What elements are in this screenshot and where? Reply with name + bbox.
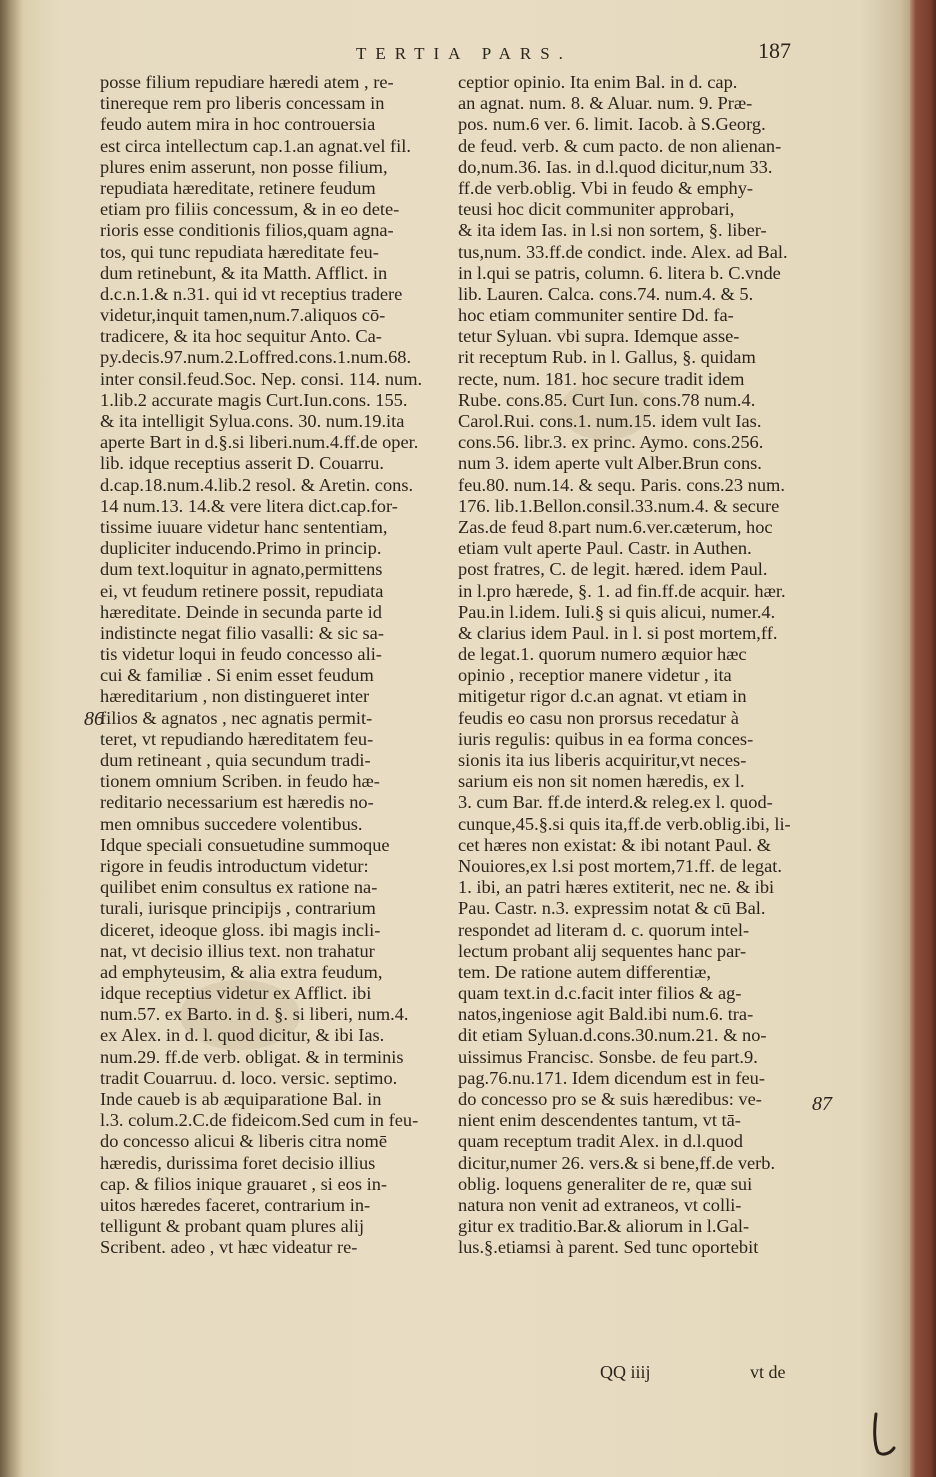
right-column-line: post fratres, C. de legit. hæred. idem Paul. (458, 559, 768, 580)
right-column-line: de feud. verb. & cum pacto. de non alienan- (458, 135, 782, 156)
right-column-line: Nouiores,ex l.si post mortem,71.ff. de legat. (458, 855, 782, 876)
right-column-line: tem. De ratione autem differentiæ, (458, 961, 711, 982)
page-footer (600, 1362, 810, 1386)
right-column-line: natos,ingeniose agit Bald.ibi num.6. tra- (458, 1004, 754, 1025)
right-column-line: feudis eo casu non prorsus recedatur à (458, 707, 739, 728)
right-column-line: 3. cum Bar. ff.de interd.& releg.ex l. quod- (458, 792, 773, 813)
left-column-line: dum retineant , quia secundum tradi- (100, 750, 371, 770)
left-column-line: est circa intellectum cap.1.an agnat.vel fil. (100, 135, 411, 156)
left-column-line: py.decis.97.num.2.Loffred.cons.1.num.68. (100, 347, 412, 368)
right-column-line: num 3. idem aperte vult Alber.Brun cons. (458, 453, 762, 474)
right-column-line: mitigetur rigor d.c.an agnat. vt etiam in (458, 686, 747, 707)
right-column-line: teusi hoc dicit communiter approbari, (458, 199, 735, 220)
left-column-line: dupliciter inducendo.Primo in princip. (100, 538, 382, 559)
folio-number: 187 (758, 38, 791, 63)
right-column-line: lus.§.etiamsi à parent. Sed tunc oportebit (458, 1237, 759, 1258)
right-column-line: 1. ibi, an patri hæres extiterit, nec ne. & ibi (458, 877, 775, 898)
right-column-line: recte, num. 181. hoc secure tradit idem (458, 368, 745, 389)
left-column-line: rigore in feudis introductum videtur: (100, 855, 369, 876)
left-column-line: Scribent. adeo , vt hæc videatur re- (100, 1237, 358, 1258)
left-column-line: idque receptius videtur ex Afflict. ibi (100, 983, 372, 1004)
right-column-line: Pau.in l.idem. Iuli.§ si quis alicui, numer.4. (458, 601, 776, 622)
right-column-line: Carol.Rui. cons.1. num.15. idem vult Ias. (458, 411, 762, 431)
right-column-line: rit receptum Rub. in l. Gallus, §. quidam (458, 347, 756, 368)
right-column-line: 176. lib.1.Bellon.consil.33.num.4. & secure (458, 495, 780, 516)
running-head: TERTIA PARS. (356, 44, 572, 63)
right-column-line: Pau. Castr. n.3. expressim notat & cū Bal. (458, 898, 766, 919)
left-column-line: dum text.loquitur in agnato,permittens (100, 559, 383, 580)
left-column-line: uitos hæredes faceret, contrarium in- (100, 1194, 371, 1215)
left-column-line: indistincte negat filio vasalli: & sic sa- (100, 622, 384, 643)
left-column-line: Inde caueb is ab æquiparatione Bal. in (100, 1089, 382, 1109)
right-column-line: & clarius idem Paul. in l. si post mortem,ff. (458, 622, 778, 643)
left-column-line: d.c.n.1.& n.31. qui id vt receptius tradere (100, 283, 403, 304)
left-column-line: inter consil.feud.Soc. Nep. consi. 114. num. (100, 368, 423, 389)
right-column-line: tus,num. 33.ff.de condict. inde. Alex. ad Bal. (458, 241, 788, 262)
left-column-line: repudiata hæreditate, retinere feudum (100, 177, 376, 198)
left-column-line: dum retinebunt, & ita Matth. Afflict. in (100, 262, 388, 283)
right-column-line: an agnat. num. 8. & Aluar. num. 9. Præ- (458, 93, 753, 114)
right-column-line: gitur ex traditio.Bar.& aliorum in l.Gal- (458, 1216, 750, 1237)
left-column-line: plures enim asserunt, non posse filium, (100, 156, 388, 177)
page-edge-cover (910, 0, 936, 1477)
right-column-line: pos. num.6 ver. 6. limit. Iacob. à S.Georg. (458, 114, 766, 135)
left-column-line: rioris esse conditionis filios,quam agna- (100, 220, 394, 241)
right-column-line: Rube. cons.85. Curt Iun. cons.78 num.4. (458, 389, 756, 410)
right-column-line: feu.80. num.14. & sequ. Paris. cons.23 num. (458, 474, 785, 495)
left-column-line: teret, vt repudiando hæreditatem feu- (100, 728, 374, 749)
right-column-line: cet hæres non existat: & ibi notant Paul. & (458, 834, 772, 855)
catchword: vt de (750, 1362, 786, 1382)
left-column-line: filios & agnatos , nec agnatis permit- (100, 707, 373, 728)
right-text-column (458, 72, 820, 1259)
left-text-column (100, 72, 440, 1259)
left-column-line: cui & familiæ . Si enim esset feudum (100, 665, 374, 686)
left-column-line: 14 num.13. 14.& vere litera dict.cap.for- (100, 495, 398, 516)
left-column-line: tradit Couarruu. d. loco. versic. septimo. (100, 1067, 398, 1088)
left-column-line: aperte Bart in d.§.si liberi.num.4.ff.de oper. (100, 432, 419, 453)
left-column-line: ad emphyteusim, & alia extra feudum, (100, 961, 383, 982)
left-column-line: num.29. ff.de verb. obligat. & in terminis (100, 1046, 404, 1067)
left-column-line: l.3. colum.2.C.de fideicom.Sed cum in feu- (100, 1110, 419, 1131)
right-column-line: quam text.in d.c.facit inter filios & ag- (458, 983, 742, 1004)
left-column-line: ex Alex. in d. l. quod dicitur, & ibi Ias. (100, 1025, 385, 1046)
right-column-line: Zas.de feud 8.part num.6.ver.cæterum, hoc (458, 516, 773, 537)
left-column-line: tissime iuuare videtur hanc sententiam, (100, 516, 388, 537)
left-column-line: quilibet enim consultus ex ratione na- (100, 877, 378, 898)
right-column-line: ceptior opinio. Ita enim Bal. in d. cap. (458, 72, 738, 92)
left-column-line: tionem omnium Scriben. in feudo hæ- (100, 771, 380, 792)
right-column-line: opinio , receptior manere videtur , ita (458, 665, 732, 686)
left-column-line: turali, iurisque principijs , contrarium (100, 898, 376, 919)
binding-gutter-shadow (0, 0, 22, 1477)
left-column-line: d.cap.18.num.4.lib.2 resol. & Aretin. cons. (100, 474, 414, 495)
left-column-line: tis videtur loqui in feudo concesso ali- (100, 644, 382, 665)
right-column-line: dicitur,numer 26. vers.& si bene,ff.de verb. (458, 1152, 776, 1173)
left-column-line: lib. idque receptius asserit D. Couarru. (100, 453, 384, 474)
margin-section-number-right: 87 (812, 1093, 832, 1115)
left-column-line: tos, qui tunc repudiata hæreditate feu- (100, 241, 379, 262)
left-column-line: hæreditarium , non distingueret inter (100, 686, 370, 707)
right-column-line: do concesso pro se & suis hæredibus: ve- (458, 1089, 762, 1109)
left-column-line: telligunt & probant quam plures alij (100, 1216, 365, 1237)
left-column-line: posse filium repudiare hæredi atem , re- (100, 72, 394, 92)
left-column-line: hæredis, durissima foret decisio illius (100, 1152, 376, 1173)
right-column-line: de legat.1. quorum numero æquior hæc (458, 644, 747, 665)
signature-mark: QQ iiij (600, 1362, 651, 1382)
margin-section-number-left: 86 (84, 708, 104, 730)
right-column-line: tetur Syluan. vbi supra. Idemque asse- (458, 326, 740, 347)
right-column-line: lib. Lauren. Calca. cons.74. num.4. & 5. (458, 283, 754, 304)
right-column-line: uissimus Francisc. Sonsbe. de feu part.9. (458, 1046, 758, 1067)
right-column-line: & ita idem Ias. in l.si non sortem, §. liber- (458, 220, 767, 241)
right-column-line: quam receptum tradit Alex. in d.l.quod (458, 1131, 743, 1152)
right-column-line: respondet ad literam d. c. quorum intel- (458, 919, 750, 940)
right-column-line: in l.pro hærede, §. 1. ad fin.ff.de acquir. hær. (458, 580, 786, 601)
left-column-line: do concesso alicui & liberis citra nomē (100, 1131, 388, 1152)
left-column-line: cap. & filios inique grauaret , si eos in- (100, 1173, 388, 1194)
right-column-line: pag.76.nu.171. Idem dicendum est in feu- (458, 1067, 765, 1088)
right-column-line: sarium eis non sit nomen hæredis, ex l. (458, 771, 745, 792)
right-column-line: dit etiam Syluan.d.cons.30.num.21. & no- (458, 1025, 767, 1046)
right-column-line: iuris regulis: quibus in ea forma conces- (458, 728, 754, 749)
left-column-line: hæreditate. Deinde in secunda parte id (100, 601, 382, 622)
left-column-line: nat, vt decisio illius text. non trahatur (100, 940, 375, 961)
right-column-line: lectum probant alij sequentes hanc par- (458, 940, 747, 961)
right-column-line: in l.qui se patris, column. 6. litera b. C.vnde (458, 262, 781, 283)
left-column-line: reditario necessarium est hæredis no- (100, 792, 374, 813)
right-column-line: natura non venit ad extraneos, vt colli- (458, 1194, 742, 1215)
right-column-line: hoc etiam communiter sentire Dd. fa- (458, 305, 734, 326)
page-header (330, 38, 800, 68)
left-column-line: 1.lib.2 accurate magis Curt.Iun.cons. 155. (100, 389, 408, 410)
right-column-line: cunque,45.§.si quis ita,ff.de verb.oblig.ibi, li- (458, 813, 791, 834)
left-column-line: num.57. ex Barto. in d. §. si liberi, num.4. (100, 1004, 409, 1025)
left-column-line: men omnibus succedere volentibus. (100, 813, 363, 834)
right-column-line: etiam vult aperte Paul. Castr. in Authen. (458, 538, 752, 559)
left-column-line: & ita intelligit Sylua.cons. 30. num.19.ita (100, 411, 405, 431)
left-column-line: tradicere, & ita hoc sequitur Anto. Ca- (100, 326, 382, 347)
left-column-line: feudo autem mira in hoc controuersia (100, 114, 376, 135)
right-column-line: oblig. loquens generaliter de re, quæ sui (458, 1173, 753, 1194)
right-column-line: sionis ita ius liberis acquiritur,vt neces- (458, 750, 747, 770)
left-column-line: tinereque rem pro liberis concessam in (100, 93, 385, 114)
left-column-line: ei, vt feudum retinere possit, repudiata (100, 580, 384, 601)
right-column-line: ff.de verb.oblig. Vbi in feudo & emphy- (458, 177, 754, 198)
right-column-line: do,num.36. Ias. in d.l.quod dicitur,num 33. (458, 156, 773, 177)
left-column-line: Idque speciali consuetudine summoque (100, 834, 390, 855)
right-column-line: nient enim descendentes tantum, vt tā- (458, 1110, 741, 1131)
left-column-line: videtur,inquit tamen,num.7.aliquos cō- (100, 305, 386, 326)
left-column-line: diceret, ideoque gloss. ibi magis incli- (100, 919, 381, 940)
right-column-line: cons.56. libr.3. ex princ. Aymo. cons.256. (458, 432, 764, 453)
left-column-line: etiam pro filiis concessum, & in eo dete- (100, 199, 400, 220)
ink-mark-icon (868, 1410, 898, 1460)
